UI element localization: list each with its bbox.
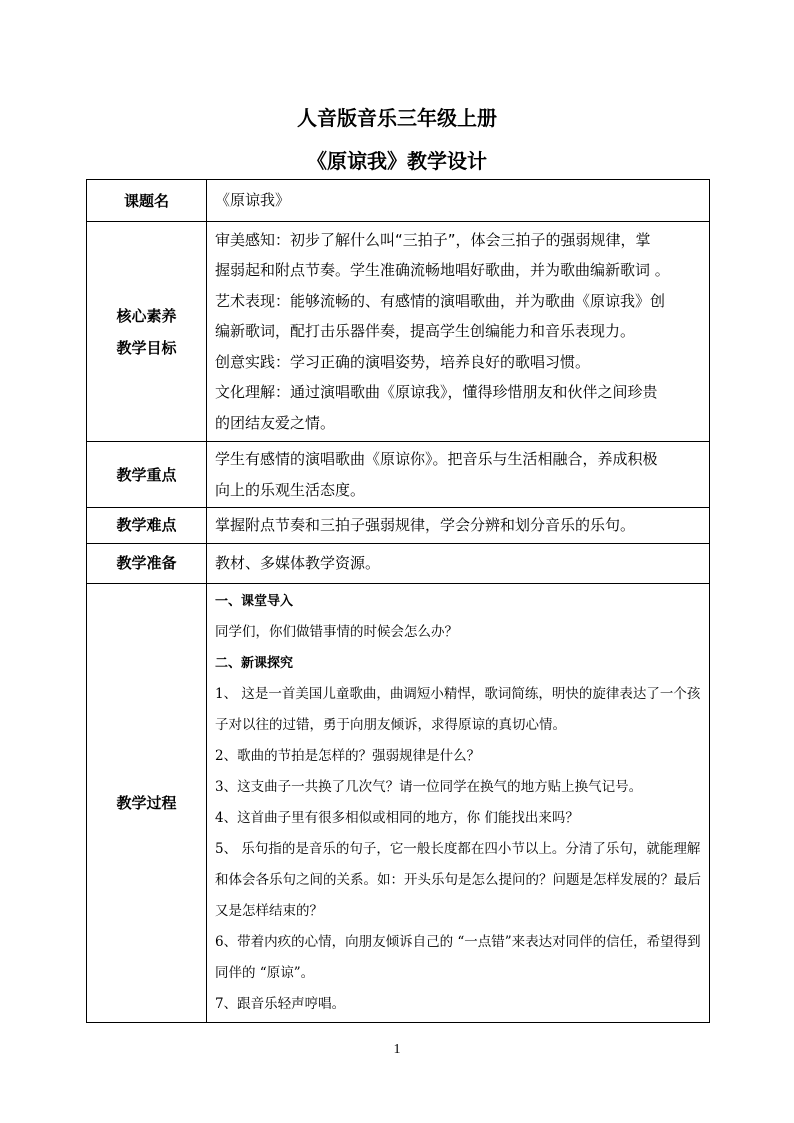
goals-label [87,222,207,442]
key-points-line: 向上的乐观生活态度。 [215,480,366,499]
page-number: 1 [393,1042,401,1057]
goals-line: 编新歌词，配打击乐器伴奏，提高学生创编能力和音乐表现力。 [215,322,636,341]
process-item: 4、这首曲子里有很多相似或相同的地方，你 们能找出来吗？ [215,809,579,826]
process-section-heading: 二、新课探究 [215,655,294,671]
process-item: 7、跟音乐轻声哼唱。 [215,995,346,1012]
goals-line: 艺术表现：能够流畅的、有感情的演唱歌曲，并为歌曲《原谅我》创 [215,291,666,310]
table-row-topic [87,180,710,222]
table-row-goals [87,222,710,442]
goals-line: 创意实践：学习正确的演唱姿势，培养良好的歌唱习惯。 [215,352,591,371]
process-item: 2、歌曲的节拍是怎样的？强弱规律是什么？ [215,747,481,764]
key-points-content [207,442,710,508]
topic-label: 课题名 [87,180,207,222]
goals-line: 的团结友爱之情。 [215,413,336,432]
process-item: 1、 这是一首美国儿童歌曲，曲调短小精悍，歌词简练，明快的旋律表达了一个孩子对以往的过错，勇于向朋友倾诉，求得原谅的真切心情。 [215,685,701,733]
table-row-difficulty [87,508,710,544]
difficulty-label: 教学难点 [87,508,207,544]
process-item: 6、带着内疚的心情，向朋友倾诉自己的 “一点错”来表达对同伴的信任，希望得到同伴的 “原谅”。 [215,933,701,981]
process-item: 5、 乐句指的是音乐的句子，它一般长度都在四小节以上。分清了乐句，就能理解和体会各乐句之间的关系。如：开头乐句是怎么提问的？问题是怎样发展的？最后又是怎样结束的？ [215,840,701,919]
goals-line: 审美感知：初步了解什么叫“三拍子”，体会三拍子的强弱规律，掌 [215,230,651,249]
process-section-heading: 一、课堂导入 [215,593,294,609]
goals-content [207,222,710,442]
key-points-line: 学生有感情的演唱歌曲《原谅你》。把音乐与生活相融合，养成积极 [215,450,658,468]
key-points-label: 教学重点 [87,442,207,508]
process-item: 3、这支曲子一共换了几次气？请一位同学在换气的地方贴上换气记号。 [215,778,643,795]
difficulty-value: 掌握附点节奏和三拍子强弱规律，学会分辨和划分音乐的乐句。 [207,508,710,544]
table-row-key-points [87,442,710,508]
table-row-preparation [87,543,710,583]
goals-label-line1: 核心素养 [116,306,177,325]
lesson-plan-table [86,179,710,1023]
table-row-process [87,583,710,1022]
goals-line: 文化理解：通过演唱歌曲《原谅我》，懂得珍惜朋友和伙伴之间珍贵 [215,383,658,402]
process-label: 教学过程 [87,583,207,1022]
process-intro: 同学们，你们做错事情的时候会怎么办？ [215,623,458,640]
process-content [207,583,710,1022]
goals-line: 握弱起和附点节奏。学生准确流畅地唱好歌曲，并为歌曲编新歌词 。 [215,261,670,280]
preparation-value: 教材、多媒体教学资源。 [207,543,710,583]
goals-label-line2: 教学目标 [116,338,177,357]
document-title-line2: 《原谅我》教学设计 [307,149,487,173]
topic-value: 《原谅我》 [207,180,710,222]
document-title-line1: 人音版音乐三年级上册 [297,106,497,130]
preparation-label: 教学准备 [87,543,207,583]
